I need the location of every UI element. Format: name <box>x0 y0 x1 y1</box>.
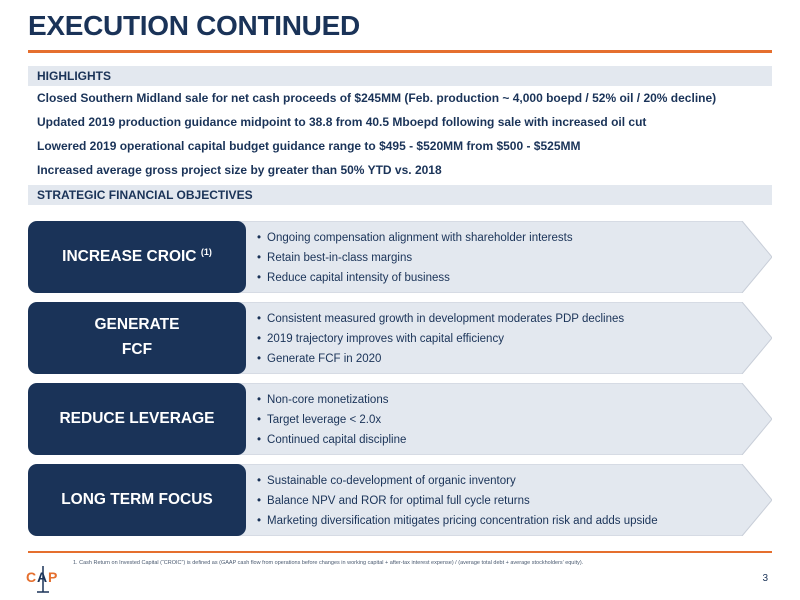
objective-bullet: • Sustainable co-development of organic inventory <box>257 471 658 491</box>
objective-bullet: • 2019 trajectory improves with capital efficiency <box>257 329 624 349</box>
objective-box <box>28 383 246 455</box>
logo-letter-a: A <box>37 569 48 585</box>
page-number: 3 <box>762 573 768 584</box>
highlight-item: Updated 2019 production guidance midpoint to 38.8 from 40.5 Mboepd following sale with increased oil cut <box>37 115 647 129</box>
objective-bullet: • Reduce capital intensity of business <box>257 268 573 288</box>
highlight-item: Increased average gross project size by greater than 50% YTD vs. 2018 <box>37 163 442 177</box>
objective-label: REDUCE LEVERAGE <box>59 409 215 427</box>
objective-bullets <box>257 309 624 369</box>
objective-box <box>28 464 246 536</box>
objective-row-generate-fcf <box>28 302 772 374</box>
objective-bullet: • Ongoing compensation alignment with shareholder interests <box>257 228 573 248</box>
objective-bullet: • Non-core monetizations <box>257 390 406 410</box>
footer-divider <box>28 551 772 553</box>
objective-label: INCREASE CROIC $^{(1)}$ <box>62 246 212 265</box>
objective-bullet: • Marketing diversification mitigates pricing concentration risk and adds upside <box>257 511 658 531</box>
footnote: 1. Cash Return on Invested Capital (“CROIC”) is defined as (GAAP cash flow from operations before changes in working capital + after-tax interest expense) / (average total debt + average stockholders’ equity). <box>73 560 584 566</box>
objective-bullet: • Continued capital discipline <box>257 430 406 450</box>
logo-letter-p: P <box>48 569 58 585</box>
company-logo <box>26 562 60 594</box>
objectives-heading: STRATEGIC FINANCIAL OBJECTIVES <box>28 185 772 205</box>
objective-label: LONG TERM FOCUS <box>61 490 213 508</box>
objective-row-reduce-leverage <box>28 383 772 455</box>
highlight-item: Lowered 2019 operational capital budget guidance range to $495 - $520MM from $500 - $525MM <box>37 139 581 153</box>
logo-letter-c: C <box>26 569 37 585</box>
page-title: EXECUTION CONTINUED <box>28 10 360 41</box>
objective-row-increase-croic <box>28 221 772 293</box>
objective-label: GENERATE FCF <box>94 316 180 358</box>
title-divider <box>28 50 772 53</box>
objective-bullet: • Target leverage < 2.0x <box>257 410 406 430</box>
objective-row-long-term-focus <box>28 464 772 536</box>
highlight-item: Closed Southern Midland sale for net cash proceeds of $245MM (Feb. production ~ 4,000 boepd / 52% oil / 20% decline) <box>37 91 717 105</box>
objective-bullet: • Retain best-in-class margins <box>257 248 573 268</box>
objective-bullet: • Generate FCF in 2020 <box>257 349 624 369</box>
footnote-marker: (1) <box>200 246 212 257</box>
objective-bullet: • Consistent measured growth in development moderates PDP declines <box>257 309 624 329</box>
objective-bullets <box>257 471 658 531</box>
objective-box <box>28 221 246 293</box>
highlights-heading: HIGHLIGHTS <box>28 66 772 86</box>
objective-box <box>28 302 246 374</box>
objective-bullets <box>257 390 406 450</box>
objective-bullets <box>257 228 573 288</box>
objective-bullet: • Balance NPV and ROR for optimal full cycle returns <box>257 491 658 511</box>
